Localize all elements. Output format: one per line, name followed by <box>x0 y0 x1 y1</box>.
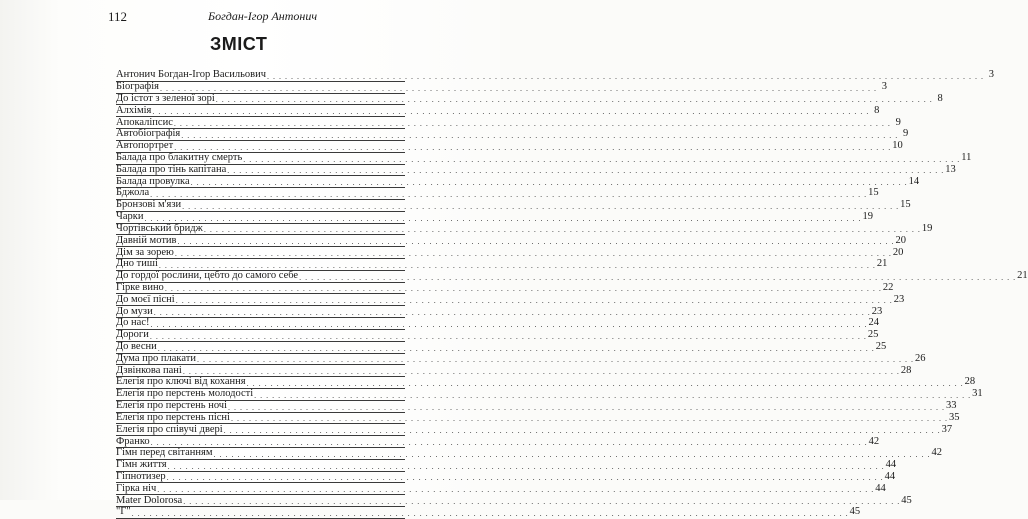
toc-entry <box>116 270 1028 283</box>
toc-entry-title: Балада провулка <box>116 175 190 187</box>
toc-entry-title: Дума про плакати <box>116 352 196 364</box>
toc-entry-page: 20 <box>892 246 904 258</box>
dot-leader: . . . . . . . . . . . . . . . . . . . . . . . . . . . . . . . . . . . . . . . . . . . . . . . . . . . . . . . . . . . . . . . . . . . . . . . . . . . . . . . . . . . . . . . . . . . . . . . . . . . . . . . . . . . . . . . . . . . . . . . . <box>228 402 946 412</box>
dot-leader: . . . . . . . . . . . . . . . . . . . . . . . . . . . . . . . . . . . . . . . . . . . . . . . . . . . . . . . . . . . . . . . . . . . . . . . . . . . . . . . . . . . . . . . . . . . . . . . . . . . . . . . . . . . . . . . . . . . . . . . . <box>190 178 908 188</box>
toc-entry-page: 37 <box>941 423 953 435</box>
toc-entry <box>116 128 909 141</box>
toc-entry <box>116 423 953 436</box>
dot-leader: . . . . . . . . . . . . . . . . . . . . . . . . . . . . . . . . . . . . . . . . . . . . . . . . . . . . . . . . . . . . . . . . . . . . . . . . . . . . . . . . . . . . . . . . . . . . . . . . . . . . . . . . . . . . . . . . . . . . . . . . <box>246 378 964 388</box>
toc-entry-page: 42 <box>931 447 943 459</box>
dot-leader: . . . . . . . . . . . . . . . . . . . . . . . . . . . . . . . . . . . . . . . . . . . . . . . . . . . . . . . . . . . . . . . . . . . . . . . . . . . . . . . . . . . . . . . . . . . . . . . . . . . . . . . . . . . . . . . . . . . . . . . . <box>183 497 901 507</box>
toc-entry-page: 8 <box>874 104 880 116</box>
dot-leader: . . . . . . . . . . . . . . . . . . . . . . . . . . . . . . . . . . . . . . . . . . . . . . . . . . . . . . . . . . . . . . . . . . . . . . . . . . . . . . . . . . . . . . . . . . . . . . . . . . . . . . . . . . . . . . . . . . . . . . . . <box>166 473 884 483</box>
toc-entry-page: 28 <box>964 376 976 388</box>
toc-entry <box>116 352 926 366</box>
toc-entry <box>116 317 879 330</box>
toc-entry-title: Антонич Богдан-Ігор Васильович <box>116 69 266 81</box>
toc-entry <box>116 470 896 484</box>
toc-entry <box>116 163 956 177</box>
toc-entry <box>116 376 976 389</box>
toc-entry-title: Франко <box>116 435 150 447</box>
toc-entry-title: Бджола <box>116 187 150 199</box>
toc-entry <box>116 234 906 247</box>
dot-leader: . . . . . . . . . . . . . . . . . . . . . . . . . . . . . . . . . . . . . . . . . . . . . . . . . . . . . . . . . . . . . . . . . . . . . . . . . . . . . . . . . . . . . . . . . . . . . . . . . . . . . . . . . . . . . . . . . . . . . . . . <box>196 355 914 365</box>
dot-leader: . . . . . . . . . . . . . . . . . . . . . . . . . . . . . . . . . . . . . . . . . . . . . . . . . . . . . . . . . . . . . . . . . . . . . . . . . . . . . . . . . . . . . . . . . . . . . . . . . . . . . . . . . . . . . . . . . . . . . . . . <box>215 95 933 105</box>
toc-entry-title: Бронзові м'язи <box>116 199 182 211</box>
toc-entry-page: 11 <box>961 152 972 163</box>
toc-entry <box>116 211 873 224</box>
toc-title: ЗМІСТ <box>210 34 268 54</box>
dot-leader: . . . . . . . . . . . . . . . . . . . . . . . . . . . . . . . . . . . . . . . . . . . . . . . . . . . . . . . . . . . . . . . . . . . . . . . . . . . . . . . . . . . . . . . . . . . . . . . . . . . . . . . . . . . . . . . . . . . . . . . . <box>152 107 870 117</box>
toc-entry <box>116 187 879 200</box>
toc-entry <box>116 140 903 153</box>
toc-entry-title: Чарки <box>116 211 144 223</box>
toc-entry <box>116 411 960 425</box>
toc-entry-title: Гімн перед світанням <box>116 447 213 459</box>
toc-entry-title: Апокаліпсис <box>116 116 173 128</box>
toc-entry-page: 9 <box>895 116 901 128</box>
toc-entry-title: Дім за зорею <box>116 246 174 258</box>
toc-entry-page: 13 <box>945 163 956 175</box>
dot-leader: . . . . . . . . . . . . . . . . . . . . . . . . . . . . . . . . . . . . . . . . . . . . . . . . . . . . . . . . . . . . . . . . . . . . . . . . . . . . . . . . . . . . . . . . . . . . . . . . . . . . . . . . . . . . . . . . . . . . . . . . <box>164 284 882 294</box>
toc-entry <box>116 175 920 188</box>
dot-leader: . . . . . . . . . . . . . . . . . . . . . . . . . . . . . . . . . . . . . . . . . . . . . . . . . . . . . . . . . . . . . . . . . . . . . . . . . . . . . . . . . . . . . . . . . . . . . . . . . . . . . . . . . . . . . . . . . . . . . . . . <box>254 390 972 400</box>
dot-leader: . . . . . . . . . . . . . . . . . . . . . . . . . . . . . . . . . . . . . . . . . . . . . . . . . . . . . . . . . . . . . . . . . . . . . . . . . . . . . . . . . . . . . . . . . . . . . . . . . . . . . . . . . . . . . . . . . . . . . . . . <box>174 142 892 152</box>
toc-entry <box>116 222 933 236</box>
toc-entry-page: 35 <box>948 411 960 423</box>
toc-entry-page: 42 <box>868 435 880 447</box>
toc-entry-title: Біографія <box>116 81 159 93</box>
toc-entry-page: 24 <box>868 317 879 329</box>
toc-entry-title: Чортівський бридж <box>116 222 203 234</box>
toc-entry <box>116 400 957 413</box>
toc-entry-title: Mater Dolorosa <box>116 494 183 506</box>
toc-entry <box>116 329 879 342</box>
dot-leader: . . . . . . . . . . . . . . . . . . . . . . . . . . . . . . . . . . . . . . . . . . . . . . . . . . . . . . . . . . . . . . . . . . . . . . . . . . . . . . . . . . . . . . . . . . . . . . . . . . . . . . . . . . . . . . . . . . . . . . . . <box>158 260 876 270</box>
toc-entry <box>116 341 887 354</box>
dot-leader: . . . . . . . . . . . . . . . . . . . . . . . . . . . . . . . . . . . . . . . . . . . . . . . . . . . . . . . . . . . . . . . . . . . . . . . . . . . . . . . . . . . . . . . . . . . . . . . . . . . . . . . . . . . . . . . . . . . . . . . . <box>182 367 900 377</box>
table-of-contents <box>116 69 1028 519</box>
toc-entry-title: Автобіографія <box>116 128 181 140</box>
toc-entry-title: До моєї пісні <box>116 293 175 305</box>
toc-entry-title: Балада про блакитну смерть <box>116 152 243 163</box>
toc-entry-title: До істот з зеленої зорі <box>116 92 215 104</box>
toc-entry-page: 44 <box>884 470 896 482</box>
toc-entry <box>116 199 911 212</box>
dot-leader: . . . . . . . . . . . . . . . . . . . . . . . . . . . . . . . . . . . . . . . . . . . . . . . . . . . . . . . . . . . . . . . . . . . . . . . . . . . . . . . . . . . . . . . . . . . . . . . . . . . . . . . . . . . . . . . . . . . . . . . . <box>144 213 862 223</box>
toc-entry <box>116 364 912 377</box>
dot-leader: . . . . . . . . . . . . . . . . . . . . . . . . . . . . . . . . . . . . . . . . . . . . . . . . . . . . . . . . . . . . . . . . . . . . . . . . . . . . . . . . . . . . . . . . . . . . . . . . . . . . . . . . . . . . . . . . . . . . . . . . <box>174 249 892 258</box>
dot-leader: . . . . . . . . . . . . . . . . . . . . . . . . . . . . . . . . . . . . . . . . . . . . . . . . . . . . . . . . . . . . . . . . . . . . . . . . . . . . . . . . . . . . . . . . . . . . . . . . . . . . . . . . . . . . . . . . . . . . . . . . <box>150 189 868 199</box>
toc-entry <box>116 152 972 165</box>
toc-entry <box>116 435 880 448</box>
toc-entry-title: "Г" <box>116 506 131 518</box>
toc-entry-page: 21 <box>876 258 888 270</box>
toc-entry <box>116 281 894 295</box>
toc-entry-page: 28 <box>900 364 912 376</box>
toc-entry <box>116 388 983 401</box>
toc-entry-page: 20 <box>895 234 906 246</box>
toc-entry-page: 33 <box>946 400 957 412</box>
dot-leader: . . . . . . . . . . . . . . . . . . . . . . . . . . . . . . . . . . . . . . . . . . . . . . . . . . . . . . . . . . . . . . . . . . . . . . . . . . . . . . . . . . . . . . . . . . . . . . . . . . . . . . . . . . . . . . . . . . . . . . . . <box>173 119 891 129</box>
toc-entry-title: Елегія про перстень ночі <box>116 400 228 412</box>
toc-entry <box>116 81 887 94</box>
dot-leader: . . . . . . . . . . . . . . . . . . . . . . . . . . . . . . . . . . . . . . . . . . . . . . . . . . . . . . . . . . . . . . . . . . . . . . . . . . . . . . . . . . . . . . . . . . . . . . . . . . . . . . . . . . . . . . . . . . . . . . . . <box>266 71 984 81</box>
dot-leader: . . . . . . . . . . . . . . . . . . . . . . . . . . . . . . . . . . . . . . . . . . . . . . . . . . . . . . . . . . . . . . . . . . . . . . . . . . . . . . . . . . . . . . . . . . . . . . . . . . . . . . . . . . . . . . . . . . . . . . . . <box>177 237 895 247</box>
toc-entry-title: До музи <box>116 305 153 317</box>
dot-leader: . . . . . . . . . . . . . . . . . . . . . . . . . . . . . . . . . . . . . . . . . . . . . . . . . . . . . . . . . . . . . . . . . . . . . . . . . . . . . . . . . . . . . . . . . . . . . . . . . . . . . . . . . . . . . . . . . . . . . . . . <box>157 485 875 495</box>
toc-entry-title: До гордої рослини, цебто до самого себе <box>116 270 299 282</box>
toc-entry-title: Гіпнотизер <box>116 470 166 482</box>
dot-leader: . . . . . . . . . . . . . . . . . . . . . . . . . . . . . . . . . . . . . . . . . . . . . . . . . . . . . . . . . . . . . . . . . . . . . . . . . . . . . . . . . . . . . . . . . . . . . . . . . . . . . . . . . . . . . . . . . . . . . . . . <box>223 426 941 436</box>
toc-entry-title: До нас! <box>116 317 150 329</box>
dot-leader: . . . . . . . . . . . . . . . . . . . . . . . . . . . . . . . . . . . . . . . . . . . . . . . . . . . . . . . . . . . . . . . . . . . . . . . . . . . . . . . . . . . . . . . . . . . . . . . . . . . . . . . . . . . . . . . . . . . . . . . . <box>131 508 849 518</box>
toc-entry-title: Гірке вино <box>116 281 164 293</box>
toc-entry <box>116 69 994 82</box>
toc-entry-page: 21 <box>1017 270 1028 282</box>
toc-entry-page: 19 <box>862 211 873 223</box>
toc-entry <box>116 116 901 129</box>
toc-entry-title: Гімн життя <box>116 459 167 471</box>
toc-entry-page: 31 <box>972 388 983 400</box>
toc-entry-page: 45 <box>849 506 861 518</box>
toc-entry <box>116 506 861 519</box>
toc-entry-page: 22 <box>882 281 894 293</box>
dot-leader: . . . . . . . . . . . . . . . . . . . . . . . . . . . . . . . . . . . . . . . . . . . . . . . . . . . . . . . . . . . . . . . . . . . . . . . . . . . . . . . . . . . . . . . . . . . . . . . . . . . . . . . . . . . . . . . . . . . . . . . . <box>203 225 921 235</box>
toc-entry <box>116 494 912 507</box>
dot-leader: . . . . . . . . . . . . . . . . . . . . . . . . . . . . . . . . . . . . . . . . . . . . . . . . . . . . . . . . . . . . . . . . . . . . . . . . . . . . . . . . . . . . . . . . . . . . . . . . . . . . . . . . . . . . . . . . . . . . . . . . <box>157 343 875 353</box>
toc-entry-page: 9 <box>903 128 909 140</box>
dot-leader: . . . . . . . . . . . . . . . . . . . . . . . . . . . . . . . . . . . . . . . . . . . . . . . . . . . . . . . . . . . . . . . . . . . . . . . . . . . . . . . . . . . . . . . . . . . . . . . . . . . . . . . . . . . . . . . . . . . . . . . . <box>243 154 961 164</box>
dot-leader: . . . . . . . . . . . . . . . . . . . . . . . . . . . . . . . . . . . . . . . . . . . . . . . . . . . . . . . . . . . . . . . . . . . . . . . . . . . . . . . . . . . . . . . . . . . . . . . . . . . . . . . . . . . . . . . . . . . . . . . . <box>150 319 868 329</box>
toc-entry <box>116 258 888 271</box>
toc-entry-title: Алхімія <box>116 104 152 116</box>
toc-entry-title: Елегія про перстень молодості <box>116 388 254 400</box>
toc-entry-title: Елегія про співучі двері <box>116 423 223 435</box>
toc-entry-title: Елегія про перстень пісні <box>116 411 230 423</box>
toc-entry <box>116 447 943 460</box>
toc-entry <box>116 104 880 117</box>
dot-leader: . . . . . . . . . . . . . . . . . . . . . . . . . . . . . . . . . . . . . . . . . . . . . . . . . . . . . . . . . . . . . . . . . . . . . . . . . . . . . . . . . . . . . . . . . . . . . . . . . . . . . . . . . . . . . . . . . . . . . . . . <box>159 83 877 93</box>
toc-entry-page: 15 <box>868 187 879 199</box>
toc-entry-page: 3 <box>988 69 994 81</box>
toc-entry <box>116 293 905 306</box>
dot-leader: . . . . . . . . . . . . . . . . . . . . . . . . . . . . . . . . . . . . . . . . . . . . . . . . . . . . . . . . . . . . . . . . . . . . . . . . . . . . . . . . . . . . . . . . . . . . . . . . . . . . . . . . . . . . . . . . . . . . . . . . <box>182 201 900 211</box>
toc-entry-title: Дзвінкова пані <box>116 364 182 376</box>
toc-entry-page: 23 <box>893 293 905 305</box>
toc-entry-page: 44 <box>885 459 897 471</box>
dot-leader: . . . . . . . . . . . . . . . . . . . . . . . . . . . . . . . . . . . . . . . . . . . . . . . . . . . . . . . . . . . . . . . . . . . . . . . . . . . . . . . . . . . . . . . . . . . . . . . . . . . . . . . . . . . . . . . . . . . . . . . . <box>181 130 899 140</box>
toc-entry-page: 10 <box>892 140 903 152</box>
dot-leader: . . . . . . . . . . . . . . . . . . . . . . . . . . . . . . . . . . . . . . . . . . . . . . . . . . . . . . . . . . . . . . . . . . . . . . . . . . . . . . . . . . . . . . . . . . . . . . . . . . . . . . . . . . . . . . . . . . . . . . . . <box>175 296 893 306</box>
toc-entry-page: 15 <box>900 199 911 211</box>
toc-entry <box>116 92 943 106</box>
toc-entry-title: Дороги <box>116 329 149 341</box>
toc-entry-page: 23 <box>871 305 883 317</box>
toc-entry-page: 25 <box>867 329 879 341</box>
toc-entry-page: 45 <box>901 494 912 506</box>
toc-entry-page: 8 <box>937 92 943 104</box>
dot-leader: . . . . . . . . . . . . . . . . . . . . . . . . . . . . . . . . . . . . . . . . . . . . . . . . . . . . . . . . . . . . . . . . . . . . . . . . . . . . . . . . . . . . . . . . . . . . . . . . . . . . . . . . . . . . . . . . . . . . . . . . <box>299 272 1017 282</box>
toc-entry <box>116 482 886 495</box>
running-head: Богдан-Ігор Антонич <box>208 9 318 23</box>
dot-leader: . . . . . . . . . . . . . . . . . . . . . . . . . . . . . . . . . . . . . . . . . . . . . . . . . . . . . . . . . . . . . . . . . . . . . . . . . . . . . . . . . . . . . . . . . . . . . . . . . . . . . . . . . . . . . . . . . . . . . . . . <box>227 166 945 176</box>
toc-entry-title: Елегія про ключі від кохання <box>116 376 246 388</box>
toc-entry-title: Дно тиші <box>116 258 158 270</box>
toc-entry-page: 26 <box>914 352 926 364</box>
toc-entry-title: Гірка ніч <box>116 482 157 494</box>
toc-entry-page: 3 <box>881 81 887 93</box>
toc-entry <box>116 305 883 318</box>
toc-entry-page: 44 <box>875 482 886 494</box>
toc-entry-page: 25 <box>875 341 887 352</box>
dot-leader: . . . . . . . . . . . . . . . . . . . . . . . . . . . . . . . . . . . . . . . . . . . . . . . . . . . . . . . . . . . . . . . . . . . . . . . . . . . . . . . . . . . . . . . . . . . . . . . . . . . . . . . . . . . . . . . . . . . . . . . . <box>213 449 931 459</box>
toc-entry-title: Балада про тінь капітана <box>116 163 227 175</box>
toc-entry <box>116 459 897 472</box>
page-header <box>108 9 398 27</box>
toc-entry-title: Давній мотив <box>116 234 177 246</box>
dot-leader: . . . . . . . . . . . . . . . . . . . . . . . . . . . . . . . . . . . . . . . . . . . . . . . . . . . . . . . . . . . . . . . . . . . . . . . . . . . . . . . . . . . . . . . . . . . . . . . . . . . . . . . . . . . . . . . . . . . . . . . . <box>153 308 871 318</box>
toc-entry-page: 19 <box>921 222 933 234</box>
toc-entry-title: До весни <box>116 341 157 352</box>
toc-entry-title: Автопортрет <box>116 140 174 152</box>
dot-leader: . . . . . . . . . . . . . . . . . . . . . . . . . . . . . . . . . . . . . . . . . . . . . . . . . . . . . . . . . . . . . . . . . . . . . . . . . . . . . . . . . . . . . . . . . . . . . . . . . . . . . . . . . . . . . . . . . . . . . . . . <box>150 438 868 447</box>
toc-entry <box>116 246 904 259</box>
dot-leader: . . . . . . . . . . . . . . . . . . . . . . . . . . . . . . . . . . . . . . . . . . . . . . . . . . . . . . . . . . . . . . . . . . . . . . . . . . . . . . . . . . . . . . . . . . . . . . . . . . . . . . . . . . . . . . . . . . . . . . . . <box>167 461 885 471</box>
page-number: 112 <box>108 9 128 24</box>
toc-entry-page: 14 <box>908 175 920 187</box>
dot-leader: . . . . . . . . . . . . . . . . . . . . . . . . . . . . . . . . . . . . . . . . . . . . . . . . . . . . . . . . . . . . . . . . . . . . . . . . . . . . . . . . . . . . . . . . . . . . . . . . . . . . . . . . . . . . . . . . . . . . . . . . <box>149 331 867 341</box>
dot-leader: . . . . . . . . . . . . . . . . . . . . . . . . . . . . . . . . . . . . . . . . . . . . . . . . . . . . . . . . . . . . . . . . . . . . . . . . . . . . . . . . . . . . . . . . . . . . . . . . . . . . . . . . . . . . . . . . . . . . . . . . <box>230 414 948 424</box>
